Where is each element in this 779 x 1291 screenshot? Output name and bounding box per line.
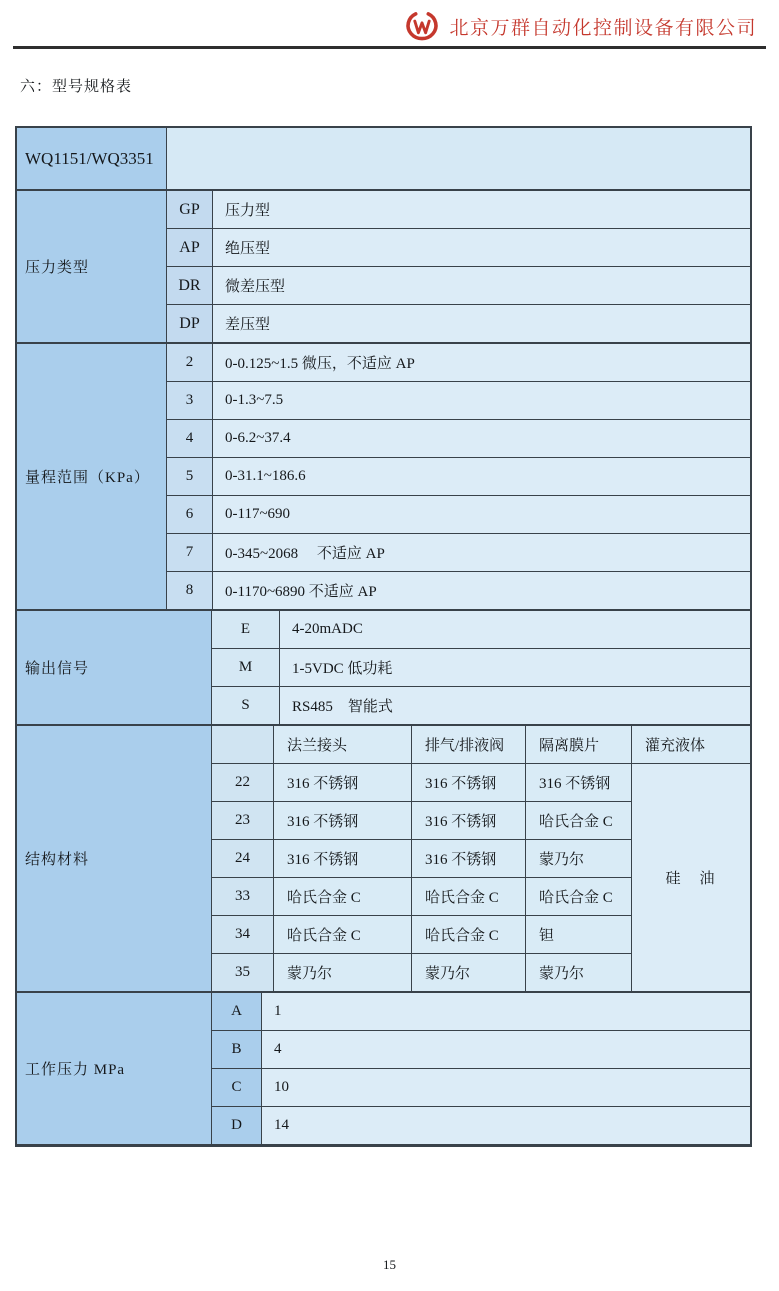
option-desc: 0-6.2~37.4 [213, 420, 750, 458]
column-header: 隔离膜片 [526, 726, 632, 764]
row-label: 量程范围（KPa） [17, 344, 167, 610]
option-desc: 0-117~690 [213, 496, 750, 534]
option-desc: 14 [262, 1107, 750, 1145]
column-header: 法兰接头 [274, 726, 412, 764]
option-code: 35 [212, 954, 274, 992]
option-desc: 压力型 [213, 191, 750, 229]
option-code: 3 [167, 382, 213, 420]
column-header: 灌充液体 [632, 726, 750, 764]
option-desc: 4 [262, 1031, 750, 1069]
material-flange: 316 不锈钢 [274, 840, 412, 878]
model-blank-cell [167, 128, 750, 190]
option-code: 23 [212, 802, 274, 840]
material-flange: 316 不锈钢 [274, 764, 412, 802]
material-flange: 316 不锈钢 [274, 802, 412, 840]
option-code: E [212, 611, 280, 649]
fill-fluid-cell: 硅 油 [632, 764, 750, 992]
option-code: 5 [167, 458, 213, 496]
page-header [0, 0, 779, 44]
option-code: AP [167, 229, 213, 267]
option-code: M [212, 649, 280, 687]
spec-table [15, 126, 752, 1147]
section-material [17, 725, 750, 992]
company-name: 北京万群自动化控制设备有限公司 [449, 17, 757, 39]
material-valve: 316 不锈钢 [412, 802, 526, 840]
option-code: C [212, 1069, 262, 1107]
option-desc: 0-1170~6890 不适应 AP [213, 572, 750, 610]
option-desc: 0-31.1~186.6 [213, 458, 750, 496]
option-code: 24 [212, 840, 274, 878]
material-flange: 哈氏合金 C [274, 916, 412, 954]
section-title: 六：型号规格表 [20, 79, 133, 95]
material-diaphragm: 哈氏合金 C [526, 802, 632, 840]
option-desc: 0-345~2068 不适应 AP [213, 534, 750, 572]
material-valve: 哈氏合金 C [412, 878, 526, 916]
row-label: 压力类型 [17, 191, 167, 343]
option-code: GP [167, 191, 213, 229]
column-header: 排气/排液阀 [412, 726, 526, 764]
option-desc: RS485 智能式 [280, 687, 750, 725]
section-pressure-type [17, 190, 750, 343]
material-valve: 蒙乃尔 [412, 954, 526, 992]
material-valve: 316 不锈钢 [412, 840, 526, 878]
material-header-blank [212, 726, 274, 764]
option-desc: 0-1.3~7.5 [213, 382, 750, 420]
option-desc: 绝压型 [213, 229, 750, 267]
option-code: A [212, 993, 262, 1031]
material-valve: 哈氏合金 C [412, 916, 526, 954]
company-logo-icon [404, 11, 440, 42]
material-diaphragm: 316 不锈钢 [526, 764, 632, 802]
option-desc: 0-0.125~1.5 微压，不适应 AP [213, 344, 750, 382]
option-desc: 1-5VDC 低功耗 [280, 649, 750, 687]
option-code: DR [167, 267, 213, 305]
model-row [17, 128, 750, 190]
model-code: WQ1151/WQ3351 [17, 128, 167, 190]
row-label: 输出信号 [17, 611, 212, 725]
option-code: 2 [167, 344, 213, 382]
option-code: 4 [167, 420, 213, 458]
option-code: 7 [167, 534, 213, 572]
option-code: 34 [212, 916, 274, 954]
option-desc: 微差压型 [213, 267, 750, 305]
header-divider [13, 46, 766, 49]
option-desc: 差压型 [213, 305, 750, 343]
option-desc: 4-20mADC [280, 611, 750, 649]
material-flange: 哈氏合金 C [274, 878, 412, 916]
material-diaphragm: 钽 [526, 916, 632, 954]
section-range [17, 343, 750, 610]
option-code: 33 [212, 878, 274, 916]
option-code: 6 [167, 496, 213, 534]
option-code: S [212, 687, 280, 725]
row-label: 工作压力 MPa [17, 993, 212, 1145]
section-output-signal [17, 610, 750, 725]
option-desc: 10 [262, 1069, 750, 1107]
page-number: 15 [383, 1257, 396, 1272]
material-valve: 316 不锈钢 [412, 764, 526, 802]
option-code: D [212, 1107, 262, 1145]
option-code: B [212, 1031, 262, 1069]
option-code: DP [167, 305, 213, 343]
option-code: 22 [212, 764, 274, 802]
material-flange: 蒙乃尔 [274, 954, 412, 992]
option-desc: 1 [262, 993, 750, 1031]
section-working-pressure [17, 992, 750, 1145]
row-label: 结构材料 [17, 726, 212, 992]
material-diaphragm: 哈氏合金 C [526, 878, 632, 916]
option-code: 8 [167, 572, 213, 610]
material-diaphragm: 蒙乃尔 [526, 840, 632, 878]
material-diaphragm: 蒙乃尔 [526, 954, 632, 992]
